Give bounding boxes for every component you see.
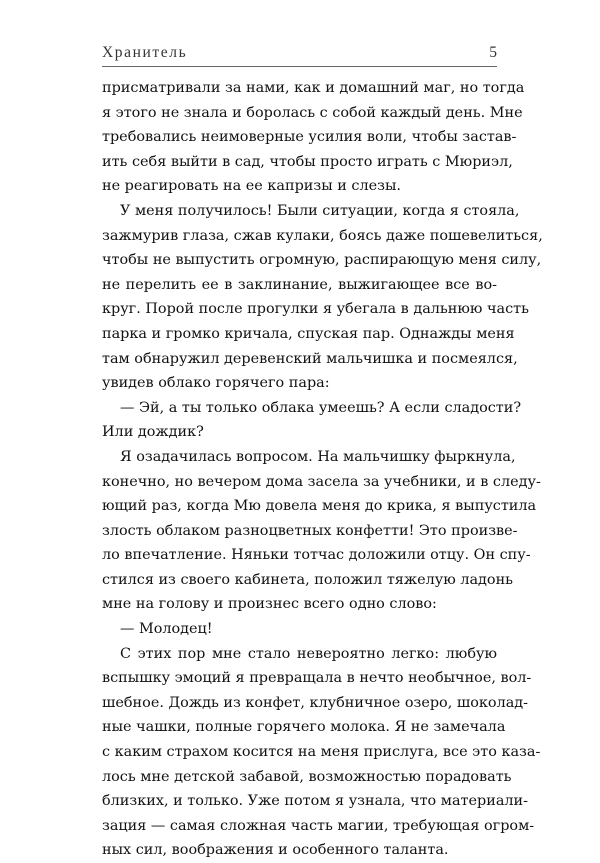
text-line: чтобы не выпустить огромную, распирающую меня силу, bbox=[102, 252, 542, 269]
text-line: Или дождик? bbox=[102, 424, 204, 441]
text-line: мне на голову и произнес всего одно слово: bbox=[102, 596, 437, 613]
text-line: стился из своего кабинета, положил тяжелую ладонь bbox=[102, 571, 514, 588]
text-line: ных сил, воображения и особенного таланта. bbox=[102, 842, 449, 859]
text-line: У меня получилось! Были ситуации, когда я стояла, bbox=[120, 202, 520, 219]
text-line: С этих пор мне стало невероятно легко: любую bbox=[120, 645, 497, 662]
header-rule bbox=[102, 66, 497, 67]
text-line: зажмурив глаза, сжав кулаки, боясь даже пошевелиться, bbox=[102, 227, 543, 244]
text-line: там обнаружил деревенский мальчишка и посмеялся, bbox=[102, 350, 518, 367]
text-line: зация — самая сложная часть магии, требующая огром- bbox=[102, 817, 535, 834]
text-line: злость облаком разноцветных конфетти! Это произве- bbox=[102, 522, 518, 539]
text-line: круг. Порой после прогулки я убегала в дальнюю часть bbox=[102, 301, 529, 318]
text-line: требовались неимоверные усилия воли, чтобы застав- bbox=[102, 129, 517, 146]
text-line: — Эй, а ты только облака умеешь? А если сладости? bbox=[120, 399, 522, 416]
text-line: лось мне детской забавой, возможностью порадовать bbox=[102, 768, 512, 785]
text-line: ло впечатление. Няньки тотчас доложили отцу. Он спу- bbox=[102, 547, 531, 564]
text-line: — Молодец! bbox=[120, 621, 213, 638]
text-line: ить себя выйти в сад, чтобы просто играть с Мюриэл, bbox=[102, 153, 513, 170]
text-line: присматривали за нами, как и домашний маг, но тогда bbox=[102, 80, 525, 96]
body-text bbox=[102, 76, 543, 863]
text-line: ные чашки, полные горячего молока. Я не замечала bbox=[102, 719, 506, 736]
text-line: увидев облако горячего пара: bbox=[102, 375, 330, 392]
text-line: близких, и только. Уже потом я узнала, что материали- bbox=[102, 793, 528, 810]
text-line: с каким страхом косится на меня прислуга, все это каза- bbox=[102, 744, 541, 761]
text-line: Я озадачилась вопросом. На мальчишку фыркнула, bbox=[120, 448, 516, 465]
text-line: шебное. Дождь из конфет, клубничное озеро, шоколад- bbox=[102, 694, 529, 711]
running-head bbox=[102, 40, 497, 62]
text-line: не перелить ее в заклинание, выжигающее все во- bbox=[102, 276, 497, 293]
book-title: Хранитель bbox=[102, 44, 188, 61]
page-number: 5 bbox=[489, 44, 497, 61]
text-line: ющий раз, когда Мю довела меня до крика, я выпустила bbox=[102, 498, 537, 515]
text-line: я этого не знала и боролась с собой каждый день. Мне bbox=[102, 104, 523, 121]
text-line: вспышку эмоций я превращала в нечто необычное, вол- bbox=[102, 670, 532, 687]
text-line: парка и громко кричала, спуская пар. Однажды меня bbox=[102, 325, 515, 342]
text-line: конечно, но вечером дома засела за учебники, и в следу- bbox=[102, 473, 541, 490]
text-line: не реагировать на ее капризы и слезы. bbox=[102, 178, 402, 195]
